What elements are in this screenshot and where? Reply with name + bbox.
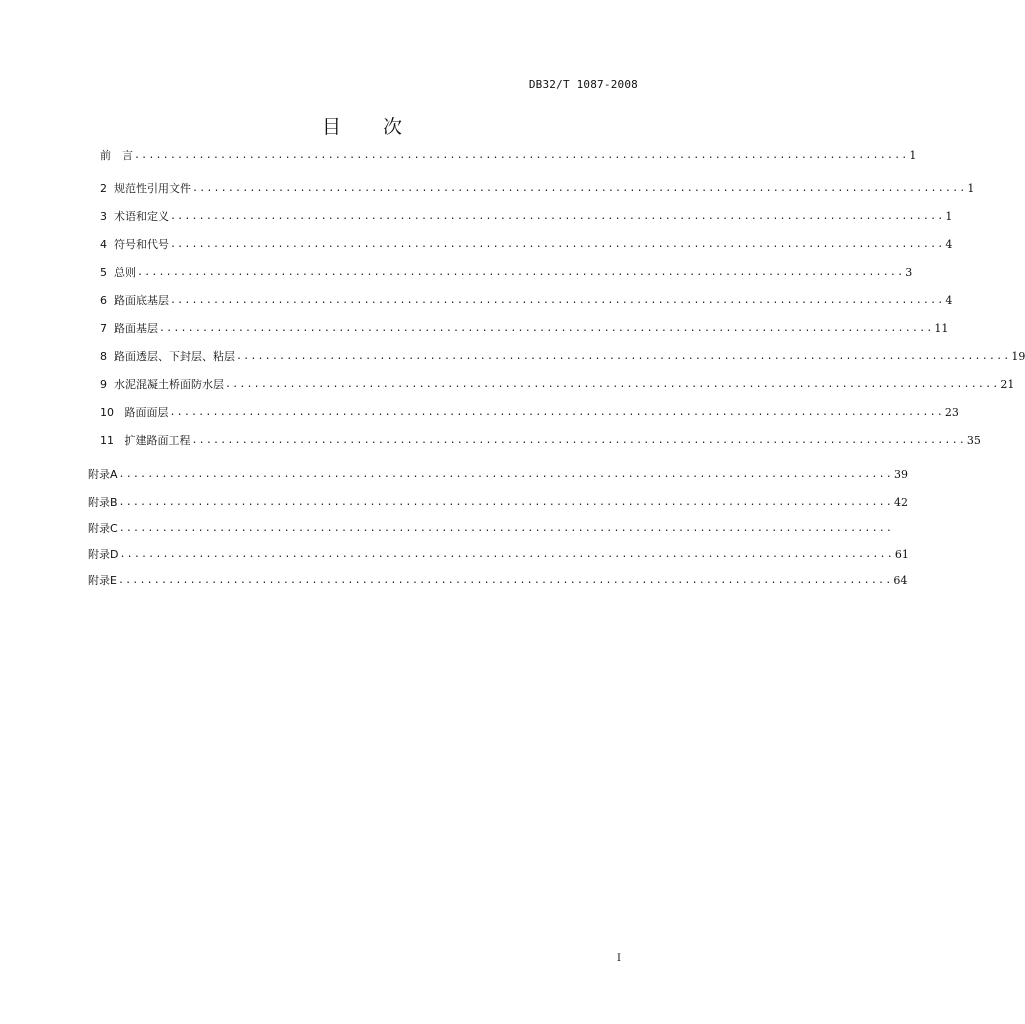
toc-leader-dots: ............................................................................................................	[236, 351, 1011, 362]
toc-entry-label: 附录E	[88, 574, 117, 587]
toc-entry-page: 42	[893, 496, 908, 509]
toc-entry-number: 5	[100, 266, 107, 279]
toc-entry-label: 扩建路面工程	[124, 434, 191, 447]
toc-leader-dots: ............................................................................................................	[119, 549, 894, 560]
toc-entry-number: 8	[100, 350, 107, 363]
toc-leader-dots: ............................................................................................................	[170, 211, 945, 222]
toc-entry-label: 路面面层	[124, 406, 169, 419]
toc-entry-page: 21	[1000, 378, 1015, 391]
toc-entry-page: 23	[944, 406, 959, 419]
toc-entry[interactable]	[100, 405, 959, 421]
toc-leader-dots: ............................................................................................................	[117, 575, 893, 586]
toc-entry-number: 9	[100, 378, 107, 391]
toc-entry-number: 2	[100, 182, 107, 195]
toc-leader-dots: ...........................................................................................................	[137, 267, 905, 278]
toc-entry-page: 1	[945, 210, 953, 223]
toc-entry-appendix[interactable]	[88, 573, 908, 589]
toc-entry-page: 4	[945, 238, 953, 251]
title-part-1: 目	[321, 116, 341, 138]
toc-entry-number: 7	[100, 322, 107, 335]
toc-entry-page: 3	[905, 266, 913, 279]
toc-entry[interactable]	[100, 349, 1025, 365]
toc-entry-appendix[interactable]	[88, 467, 908, 483]
page-title	[0, 112, 724, 139]
toc-leader-dots: ............................................................................................................	[191, 435, 966, 446]
toc-entry-label: 总则	[114, 266, 136, 279]
toc-entry-appendix[interactable]	[88, 521, 894, 537]
toc-entry-label: 附录B	[88, 496, 118, 509]
toc-entry-number: 3	[100, 210, 107, 223]
toc-entry[interactable]	[100, 148, 917, 164]
toc-entry-label: 规范性引用文件	[114, 182, 191, 195]
toc-entry-number: 11	[100, 434, 114, 447]
toc-leader-dots: ............................................................................................................	[134, 150, 909, 161]
toc-entry-page: 39	[893, 468, 908, 481]
toc-entry-label: 附录D	[88, 548, 119, 561]
toc-entry-label: 术语和定义	[114, 210, 169, 223]
toc-entry-label: 附录A	[88, 468, 118, 481]
toc-entry-page: 1	[909, 149, 917, 162]
toc-leader-dots: ............................................................................................................	[118, 523, 894, 534]
toc-entry-label: 水泥混凝土桥面防水层	[114, 378, 224, 391]
page-number: I	[617, 953, 621, 964]
toc-entry-page: 1	[967, 182, 975, 195]
toc-entry[interactable]	[100, 209, 953, 225]
standard-code: DB32/T 1087-2008	[528, 78, 638, 91]
toc-leader-dots: ............................................................................................................	[118, 469, 893, 480]
toc-entry-number: 10	[100, 406, 114, 419]
toc-entry-page: 11	[934, 322, 949, 335]
toc-leader-dots: ............................................................................................................	[170, 295, 945, 306]
toc-entry-label: 附录C	[88, 522, 118, 535]
toc-entry-label: 路面基层	[114, 322, 158, 335]
toc-leader-dots: ............................................................................................................	[225, 379, 1000, 390]
toc-entry-label: 符号和代号	[114, 238, 169, 251]
toc-leader-dots: ............................................................................................................	[192, 183, 967, 194]
toc-entry-page: 4	[945, 294, 953, 307]
toc-leader-dots: ............................................................................................................	[169, 407, 944, 418]
toc-leader-dots: ............................................................................................................	[118, 497, 893, 508]
toc-entry[interactable]	[100, 181, 975, 197]
toc-entry[interactable]	[100, 237, 953, 253]
toc-entry[interactable]	[100, 265, 913, 281]
toc-entry-label: 前 言	[100, 149, 133, 162]
toc-entry[interactable]	[100, 377, 1015, 393]
title-part-2: 次	[383, 116, 403, 138]
toc-leader-dots: ............................................................................................................	[170, 239, 945, 250]
toc-entry-number: 4	[100, 238, 107, 251]
toc-entry-page: 35	[966, 434, 981, 447]
toc-entry[interactable]	[100, 433, 981, 449]
toc-entry-page: 64	[893, 574, 908, 587]
toc-entry[interactable]	[100, 321, 949, 337]
toc-entry-number: 6	[100, 294, 107, 307]
toc-entry-label: 路面底基层	[114, 294, 169, 307]
toc-entry[interactable]	[100, 293, 953, 309]
toc-entry-appendix[interactable]	[88, 547, 909, 563]
toc-entry-page: 19	[1011, 350, 1025, 363]
toc-entry-label: 路面透层、下封层、粘层	[114, 350, 235, 363]
toc-entry-page: 61	[894, 548, 909, 561]
toc-leader-dots: ............................................................................................................	[159, 323, 934, 334]
toc-entry-appendix[interactable]	[88, 495, 908, 511]
